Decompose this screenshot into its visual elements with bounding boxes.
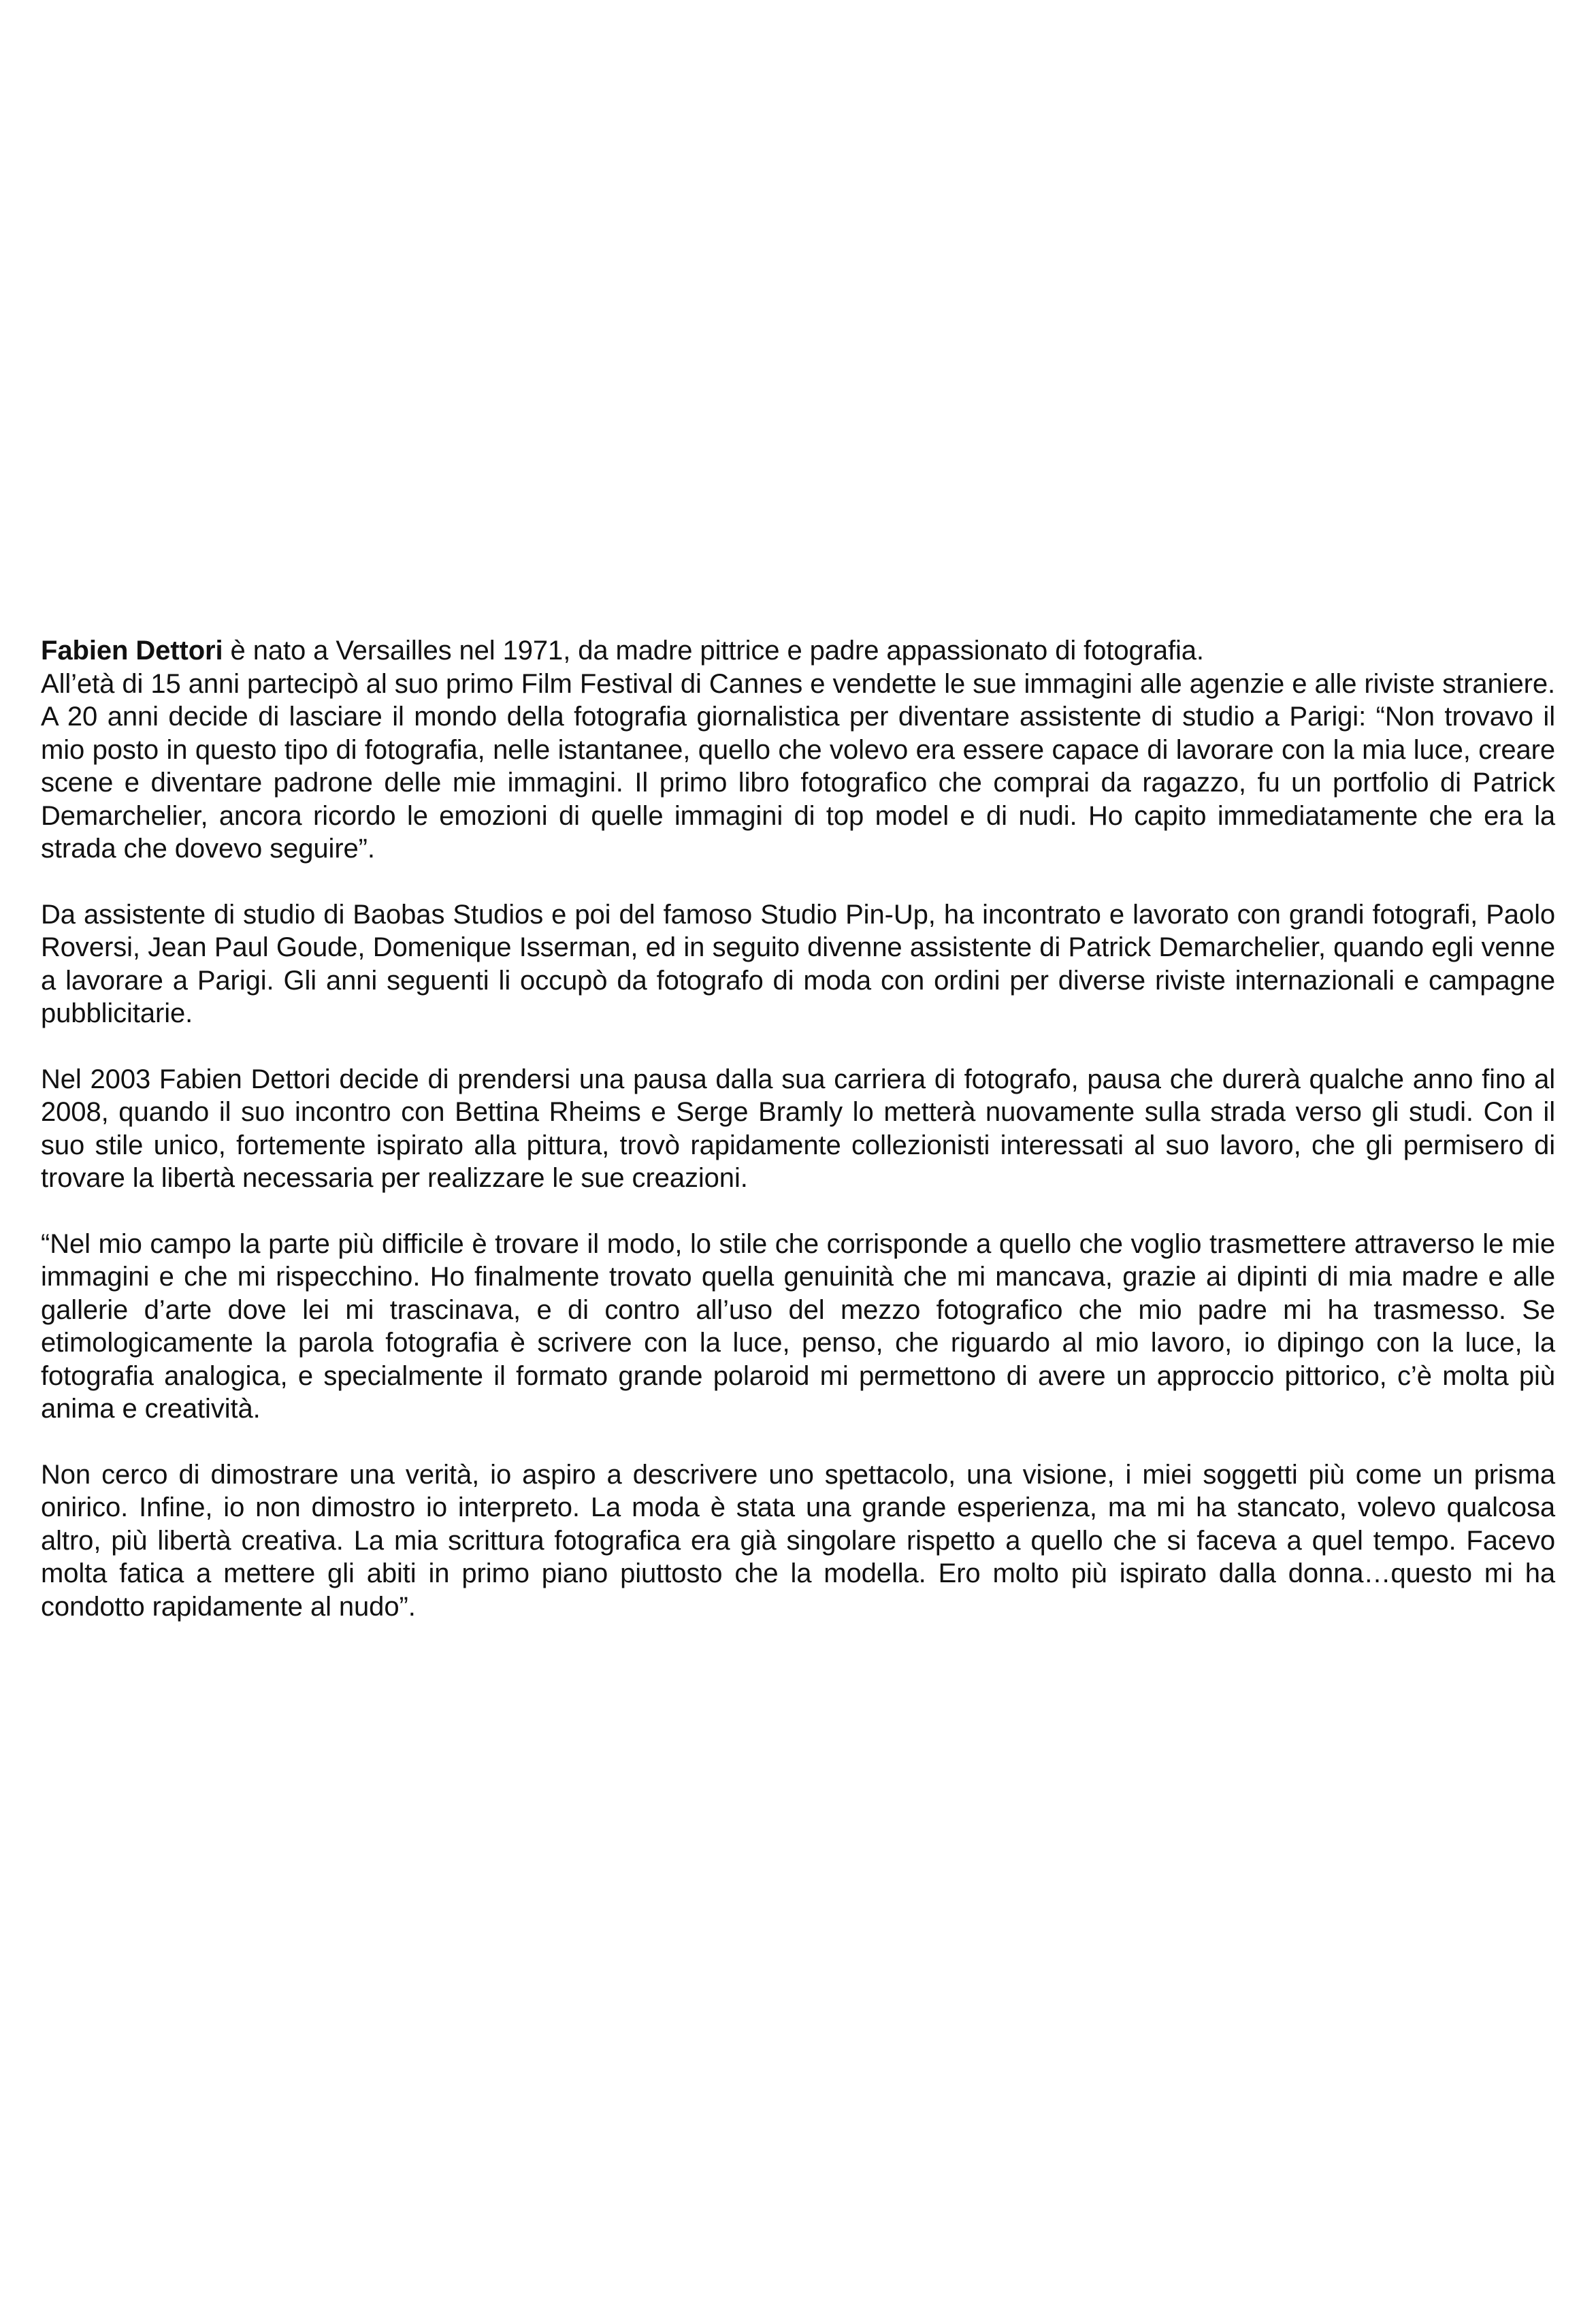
biography-text [41, 634, 1555, 1656]
paragraph-5: Non cerco di dimostrare una verità, io aspiro a descrivere uno spettacolo, una visione, i miei soggetti più come un prisma onirico. Infine, io non dimostro io interpreto. La moda è stata una grande esperienza, ma mi ha stancato, volevo qualcosa altro, più libertà creativa. La mia scrittura fotografica era già singolare rispetto a quello che si faceva a quel tempo. Facevo molta fatica a mettere gli abiti in primo piano piuttosto che la modella. Ero molto più ispirato dalla donna…questo mi ha condotto rapidamente al nudo”. [41, 1459, 1555, 1622]
intro-text: è nato a Versailles nel 1971, da madre pittrice e padre appassionato di fotografia. [223, 636, 1204, 666]
paragraph-4: “Nel mio campo la parte più difficile è trovare il modo, lo stile che corrisponde a quello che voglio trasmettere attraverso le mie immagini e che mi rispecchino. Ho finalmente trovato quella genuinità che mi mancava, grazie ai dipinti di mia madre e alle gallerie d’arte dove lei mi trascinava, e di contro all’uso del mezzo fotografico che mio padre mi ha trasmesso. Se etimologicamente la parola fotografia è scrivere con la luce, penso, che riguardo al mio lavoro, io dipingo con la luce, la fotografia analogica, e specialmente il formato grande polaroid mi permettono di avere un approccio pittorico, c’è molta più anima e creatività. [41, 1228, 1555, 1424]
paragraph-1: All’età di 15 anni partecipò al suo primo Film Festival di Cannes e vendette le sue immagini alle agenzie e alle riviste straniere. A 20 anni decide di lasciare il mondo della fotografia giornalistica per diventare assistente di studio a Parigi: “Non trovavo il mio posto in questo tipo di fotografia, nelle istantanee, quello che volevo era essere capace di lavorare con la mia luce, creare scene e diventare padrone delle mie immagini. Il primo libro fotografico che comprai da ragazzo, fu un portfolio di Patrick Demarchelier, ancora ricordo le emozioni di quelle immagini di top model e di nudi. Ho capito immediatamente che era la strada che dovevo seguire”. [41, 668, 1555, 864]
intro-line [41, 634, 1555, 668]
author-name: Fabien Dettori [41, 636, 223, 666]
paragraph-3: Nel 2003 Fabien Dettori decide di prendersi una pausa dalla sua carriera di fotografo, pausa che durerà qualche anno fino al 2008, quando il suo incontro con Bettina Rheims e Serge Bramly lo metterà nuovamente sulla strada verso gli studi. Con il suo stile unico, fortemente ispirato alla pittura, trovò rapidamente collezionisti interessati al suo lavoro, che gli permisero di trovare la libertà necessaria per realizzare le sue creazioni. [41, 1064, 1555, 1193]
paragraph-2: Da assistente di studio di Baobas Studios e poi del famoso Studio Pin-Up, ha incontrato e lavorato con grandi fotografi, Paolo Roversi, Jean Paul Goude, Domenique Isserman, ed in seguito divenne assistente di Patrick Demarchelier, quando egli venne a lavorare a Parigi. Gli anni seguenti li occupò da fotografo di moda con ordini per diverse riviste internazionali e campagne pubblicitarie. [41, 899, 1555, 1028]
